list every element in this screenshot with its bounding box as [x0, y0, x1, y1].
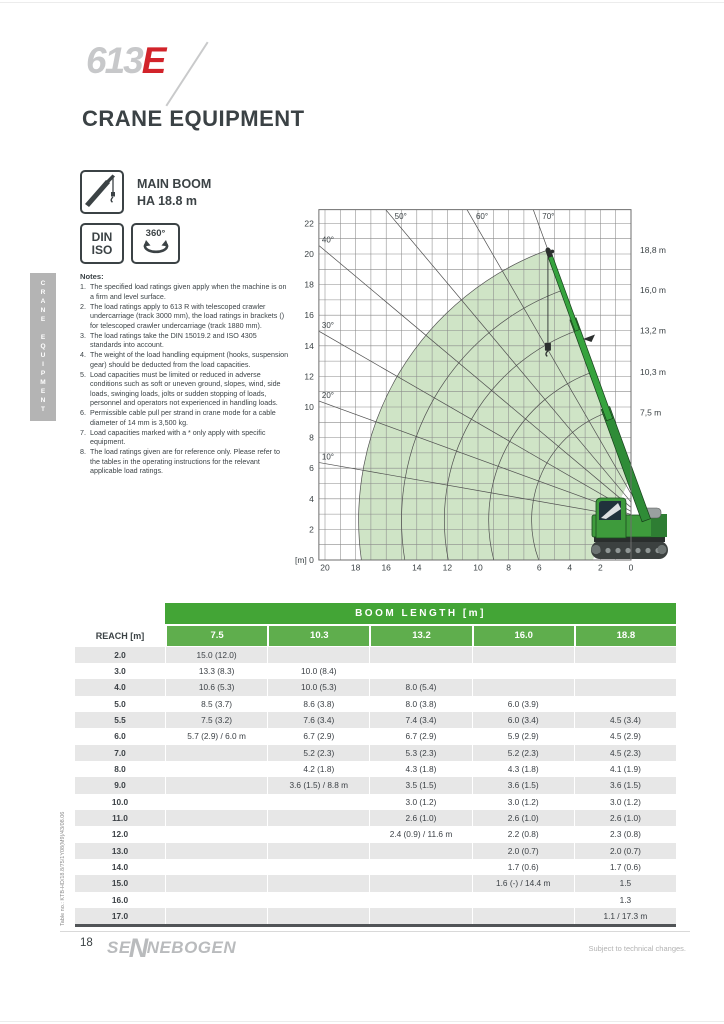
din-label: DIN — [91, 230, 113, 245]
load-rating-cell — [574, 647, 676, 663]
brand-logo-post: NEBOGEN — [146, 938, 237, 957]
load-rating-cell: 2.4 (0.9) / 11.6 m — [369, 826, 471, 842]
rotation-degrees: 360° — [145, 228, 166, 239]
boom-pictogram-drawing — [82, 172, 121, 211]
reach-value: 6.0 — [114, 731, 126, 742]
reach-value: 8.0 — [114, 764, 126, 775]
note-item: 2. The load ratings apply to 613 R with telescoped crawler undercarriage (track 3000 mm), the load ratings in brackets () for telescoped crawler undercarriage (track 1880 mm). — [80, 302, 285, 330]
load-rating-cell: 8.5 (3.7) — [165, 696, 267, 712]
svg-text:10°: 10° — [321, 452, 334, 462]
table-row — [75, 859, 676, 875]
rotation-arrow-icon — [139, 239, 173, 255]
technical-changes-note: Subject to technical changes. — [588, 944, 686, 953]
load-table-body — [75, 647, 676, 925]
notes-block — [80, 272, 290, 477]
load-rating-cell: 8.0 (3.8) — [369, 696, 471, 712]
load-rating-cell — [369, 859, 471, 875]
reach-value: 11.0 — [112, 813, 128, 824]
load-rating-cell — [165, 761, 267, 777]
main-boom-icon — [80, 170, 124, 214]
svg-text:0: 0 — [628, 562, 634, 573]
load-rating-cell: 6.0 (3.9) — [472, 696, 574, 712]
reach-value: 15.0 — [111, 878, 129, 889]
svg-text:18: 18 — [350, 562, 361, 573]
svg-text:70°: 70° — [542, 212, 555, 222]
svg-text:10: 10 — [304, 402, 314, 412]
table-row — [75, 892, 676, 908]
load-rating-cell: 2.2 (0.8) — [472, 826, 574, 842]
model-number: 613 — [86, 40, 142, 81]
svg-text:7,5 m: 7,5 m — [640, 407, 662, 418]
table-number-vertical: Table no.: KTB-HD/18.8/75/1Y08(M9)/43/08.06 — [60, 811, 66, 926]
load-rating-cell — [165, 892, 267, 908]
load-rating-cell — [267, 875, 369, 891]
load-rating-cell — [267, 794, 369, 810]
load-rating-cell: 10.0 (5.3) — [267, 679, 369, 695]
svg-text:13,2 m: 13,2 m — [640, 325, 666, 336]
svg-text:50°: 50° — [394, 212, 407, 222]
load-rating-cell — [574, 679, 676, 695]
table-row — [75, 696, 676, 712]
svg-text:16: 16 — [381, 562, 391, 573]
note-item: 1. The specified load ratings given apply when the machine is on a firm and level surface. — [80, 283, 287, 301]
load-rating-cell: 4.3 (1.8) — [472, 761, 574, 777]
load-rating-cell: 5.2 (2.3) — [267, 745, 369, 761]
load-rating-cell — [369, 892, 471, 908]
load-rating-cell — [165, 810, 267, 826]
load-rating-cell: 4.5 (2.9) — [574, 728, 676, 744]
table-row — [75, 826, 676, 842]
load-rating-cell: 4.1 (1.9) — [574, 761, 676, 777]
page-bottom-edge — [0, 1021, 724, 1022]
svg-text:18: 18 — [304, 279, 314, 290]
load-rating-cell: 8.0 (5.4) — [369, 679, 471, 695]
reach-column-header: REACH [m] — [75, 626, 165, 646]
load-rating-cell: 1.6 (-) / 14.4 m — [472, 875, 574, 891]
page-top-edge — [0, 2, 724, 3]
svg-text:20: 20 — [320, 562, 330, 573]
load-rating-cell — [165, 745, 267, 761]
load-rating-cell: 3.0 (1.2) — [369, 794, 471, 810]
load-rating-cell: 2.0 (0.7) — [472, 843, 574, 859]
load-rating-cell: 2.0 (0.7) — [574, 843, 676, 859]
boom-length-column-header: 16.0 — [472, 626, 574, 646]
load-rating-cell — [574, 663, 676, 679]
table-column-headers — [75, 626, 676, 646]
load-rating-cell — [165, 794, 267, 810]
load-rating-cell: 1.7 (0.6) — [472, 859, 574, 875]
reach-value: 9.0 — [114, 780, 126, 791]
load-rating-cell — [165, 908, 267, 924]
iso-label: ISO — [91, 242, 113, 257]
svg-text:[m] 0: [m] 0 — [294, 555, 314, 565]
load-rating-cell: 7.5 (3.2) — [165, 712, 267, 728]
svg-text:40°: 40° — [321, 235, 334, 245]
reach-value: 5.5 — [114, 715, 126, 726]
load-rating-cell: 3.0 (1.2) — [472, 794, 574, 810]
boom-heading — [137, 176, 211, 210]
load-rating-cell: 5.3 (2.3) — [369, 745, 471, 761]
svg-text:8: 8 — [506, 562, 511, 573]
reach-value: 14.0 — [111, 862, 129, 873]
load-rating-cell: 2.6 (1.0) — [574, 810, 676, 826]
load-rating-cell: 7.6 (3.4) — [267, 712, 369, 728]
load-rating-cell — [165, 826, 267, 842]
note-item: 6. Permissible cable pull per strand in crane mode for a cable diameter of 14 mm is 3,500 kg. — [80, 409, 276, 427]
svg-text:10,3 m: 10,3 m — [640, 367, 666, 378]
reach-value: 17.0 — [111, 911, 129, 922]
table-row — [75, 647, 676, 663]
svg-text:14: 14 — [412, 562, 422, 573]
load-rating-cell: 13.3 (8.3) — [165, 663, 267, 679]
svg-text:12: 12 — [442, 562, 453, 573]
boom-length-column-header: 13.2 — [369, 626, 471, 646]
table-row — [75, 663, 676, 679]
load-rating-cell — [472, 647, 574, 663]
svg-text:16: 16 — [304, 310, 314, 321]
table-row — [75, 908, 676, 924]
load-rating-cell — [369, 908, 471, 924]
load-rating-cell — [472, 892, 574, 908]
load-rating-cell — [267, 810, 369, 826]
table-row — [75, 712, 676, 728]
load-rating-cell: 4.5 (3.4) — [574, 712, 676, 728]
load-rating-cell: 1.7 (0.6) — [574, 859, 676, 875]
load-rating-cell — [369, 647, 471, 663]
load-rating-cell — [369, 875, 471, 891]
svg-text:60°: 60° — [475, 212, 489, 222]
load-rating-cell: 3.0 (1.2) — [574, 794, 676, 810]
svg-text:20°: 20° — [321, 391, 334, 401]
notes-list — [80, 283, 290, 477]
crane-illustration — [591, 498, 668, 559]
load-rating-cell: 6.7 (2.9) — [267, 728, 369, 744]
load-rating-cell: 3.6 (1.5) — [574, 777, 676, 793]
load-rating-cell — [472, 908, 574, 924]
load-rating-cell — [267, 843, 369, 859]
load-rating-cell — [267, 859, 369, 875]
load-rating-cell — [267, 826, 369, 842]
load-rating-cell: 1.1 / 17.3 m — [574, 908, 676, 924]
working-range-chart — [285, 198, 705, 590]
load-rating-cell — [267, 908, 369, 924]
reach-value: 16.0 — [111, 894, 129, 905]
svg-text:2: 2 — [309, 524, 314, 535]
load-rating-cell: 5.7 (2.9) / 6.0 m — [165, 728, 267, 744]
svg-text:2: 2 — [598, 562, 603, 573]
boom-length-column-header: 10.3 — [267, 626, 369, 646]
boom-name: MAIN BOOM — [137, 177, 212, 191]
load-rating-cell — [472, 663, 574, 679]
svg-text:30°: 30° — [321, 321, 334, 331]
svg-text:4: 4 — [567, 562, 573, 573]
table-bottom-border — [75, 924, 676, 927]
load-rating-cell: 3.5 (1.5) — [369, 777, 471, 793]
load-rating-cell — [574, 696, 676, 712]
load-rating-cell: 8.6 (3.8) — [267, 696, 369, 712]
footer-divider — [60, 931, 690, 932]
load-rating-cell: 5.9 (2.9) — [472, 728, 574, 744]
reach-value: 3.0 — [114, 666, 126, 677]
table-row — [75, 679, 676, 695]
load-rating-cell — [165, 859, 267, 875]
reach-value: 12.0 — [111, 829, 129, 840]
svg-text:8: 8 — [309, 432, 314, 443]
table-row — [75, 794, 676, 810]
brand-logo — [107, 933, 236, 964]
load-rating-cell: 3.6 (1.5) / 8.8 m — [267, 777, 369, 793]
load-rating-cell — [369, 663, 471, 679]
load-rating-cell: 2.6 (1.0) — [472, 810, 574, 826]
load-rating-cell — [165, 777, 267, 793]
boom-length-group-header: BOOM LENGTH [m] — [165, 603, 676, 624]
load-rating-cell: 4.5 (2.3) — [574, 745, 676, 761]
brand-logo-pre: SE — [107, 938, 131, 957]
load-table — [75, 603, 676, 927]
header-slash-decoration — [165, 42, 208, 107]
load-rating-cell: 6.0 (3.4) — [472, 712, 574, 728]
table-row — [75, 843, 676, 859]
rotation-badge — [131, 223, 180, 264]
din-iso-badge — [80, 223, 124, 264]
note-item: 5. Load capacities must be limited or reduced in adverse conditions such as soft or uneven ground, slopes, wind, side loads, swinging loads, jolts or sudden stopping of loads, personnel and operators not experienced in handling loads. — [80, 370, 281, 408]
svg-text:4: 4 — [309, 493, 314, 504]
load-rating-cell: 1.3 — [574, 892, 676, 908]
load-rating-cell — [165, 843, 267, 859]
svg-text:6: 6 — [536, 562, 542, 573]
load-rating-cell: 5.2 (2.3) — [472, 745, 574, 761]
load-rating-cell — [165, 875, 267, 891]
load-rating-cell: 6.7 (2.9) — [369, 728, 471, 744]
brand-logo-n: N — [128, 933, 149, 963]
load-rating-cell: 7.4 (3.4) — [369, 712, 471, 728]
load-rating-cell: 4.2 (1.8) — [267, 761, 369, 777]
load-rating-cell: 10.6 (5.3) — [165, 679, 267, 695]
load-rating-cell: 10.0 (8.4) — [267, 663, 369, 679]
svg-text:6: 6 — [309, 463, 314, 474]
load-rating-cell — [267, 892, 369, 908]
load-rating-cell: 15.0 (12.0) — [165, 647, 267, 663]
chapter-side-tab — [30, 273, 56, 421]
svg-text:14: 14 — [304, 340, 314, 351]
notes-heading: Notes: — [80, 272, 104, 281]
model-series-letter: E — [141, 40, 165, 81]
load-rating-cell: 2.3 (0.8) — [574, 826, 676, 842]
svg-text:20: 20 — [304, 249, 314, 259]
reach-value: 2.0 — [114, 649, 126, 660]
load-rating-cell: 1.5 — [574, 875, 676, 891]
table-row — [75, 745, 676, 761]
table-row — [75, 728, 676, 744]
working-envelope-area — [359, 250, 631, 560]
table-row — [75, 777, 676, 793]
svg-text:22: 22 — [304, 218, 314, 229]
note-item: 7. Load capacities marked with a * only apply with specific equipment. — [80, 428, 266, 447]
model-logo — [86, 42, 164, 79]
boom-length-column-header: 18.8 — [574, 626, 676, 646]
page-title: CRANE EQUIPMENT — [82, 106, 305, 131]
reach-value: 10.0 — [111, 796, 129, 807]
boom-spec: HA 18.8 m — [137, 193, 197, 208]
svg-text:12: 12 — [304, 371, 314, 382]
note-item: 4. The weight of the load handling equipment (hooks, suspension gear) should be deducted from the load capacities. — [80, 351, 289, 369]
svg-text:16,0 m: 16,0 m — [640, 285, 666, 296]
load-rating-cell — [369, 843, 471, 859]
load-rating-cell: 3.6 (1.5) — [472, 777, 574, 793]
note-item: 8. The load ratings given are for reference only. Please refer to the tables in the operating instructions for the relevant applicable load ratings. — [80, 448, 280, 476]
load-rating-cell — [267, 647, 369, 663]
reach-value: 13.0 — [111, 845, 129, 856]
chapter-side-tab-label: CRANE EQUIPMENT — [39, 279, 47, 415]
svg-text:18,8 m: 18,8 m — [640, 244, 666, 255]
load-rating-cell: 2.6 (1.0) — [369, 810, 471, 826]
note-item: 3. The load ratings take the DIN 15019.2 and ISO 4305 standards into account. — [80, 331, 257, 350]
table-row — [75, 761, 676, 777]
boom-length-column-header: 7.5 — [165, 626, 267, 646]
page-number: 18 — [80, 937, 93, 949]
svg-text:10: 10 — [473, 562, 483, 573]
load-rating-cell: 4.3 (1.8) — [369, 761, 471, 777]
reach-value: 4.0 — [114, 682, 126, 693]
reach-value: 5.0 — [114, 698, 126, 709]
load-rating-cell — [472, 679, 574, 695]
reach-value: 7.0 — [114, 747, 126, 758]
table-row — [75, 875, 676, 891]
table-row — [75, 810, 676, 826]
